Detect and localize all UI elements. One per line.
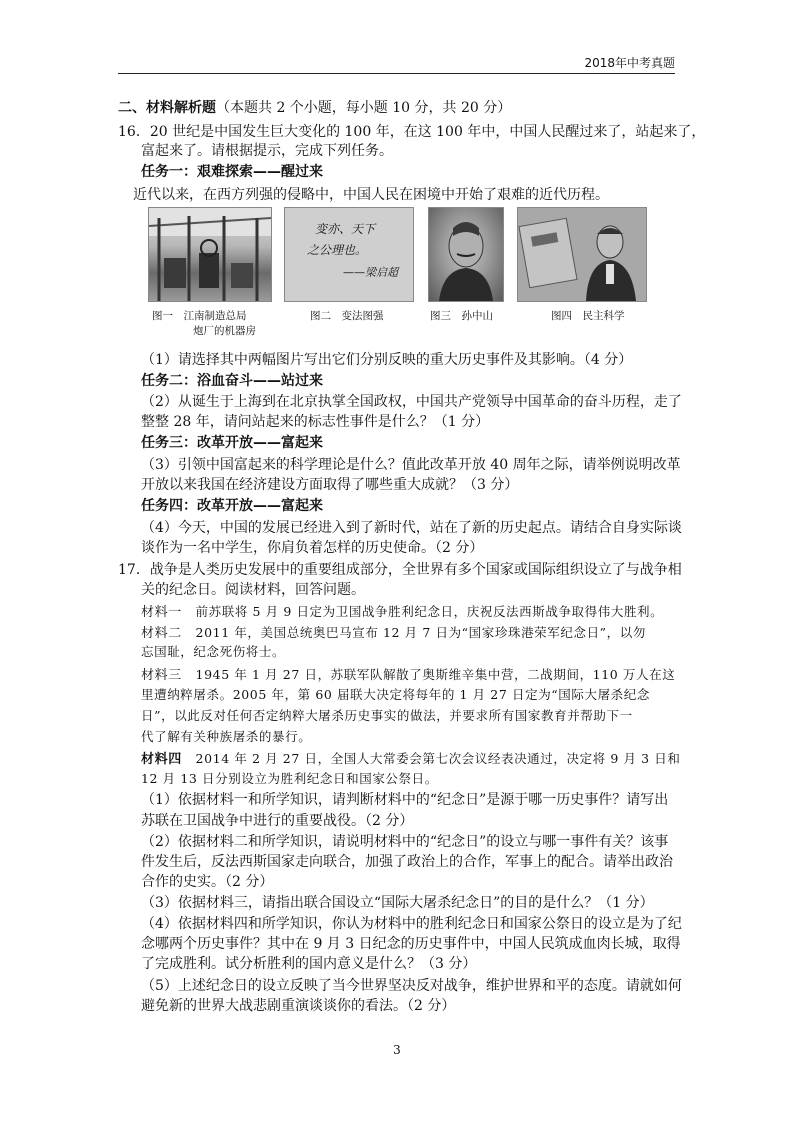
material-4-text-line2: 12 月 13 日分别设立为胜利纪念日和国家公祭日。 xyxy=(141,771,438,786)
section-heading-title: 二、材料解析题 xyxy=(118,100,216,116)
q16-line1: 16．20 世纪是中国发生巨大变化的 100 年，在这 100 年中，中国人民醒过来了，站起来了， xyxy=(118,124,706,140)
q16-line2: 富起来了。请根据提示，完成下列任务。 xyxy=(141,143,393,159)
figure-3-sun-yat-sen-portrait xyxy=(428,207,504,302)
q17-line1: 17．战争是人类历史发展中的重要组成部分，全世界有多个国家或国际组织设立了与战争相 xyxy=(118,562,682,578)
material-1-label: 材料一 xyxy=(141,605,182,620)
figure-2-reform-text-image xyxy=(284,207,414,302)
q16-task2-title: 任务二：浴血奋斗——站过来 xyxy=(141,373,323,389)
q17-sub2-line1: （2）依据材料二和所学知识，请说明材料中的“纪念日”的设立与哪一事件有关？该事 xyxy=(141,834,669,850)
q17-material-2-line1 xyxy=(141,622,646,641)
q16-sub3-line2: 开放以来我国在经济建设方面取得了哪些重大成就？（3 分） xyxy=(141,477,519,493)
q16-sub2-line2: 整整 28 年，请问站起来的标志性事件是什么？（1 分） xyxy=(141,414,490,430)
q16-sub2-line1: （2）从诞生于上海到在北京执掌全国政权，中国共产党领导中国革命的奋斗历程，走了 xyxy=(141,394,682,410)
q16-task4-title: 任务四：改革开放——富起来 xyxy=(141,498,323,514)
figure-2-caption: 图二 变法图强 xyxy=(310,310,384,322)
q16-task3-title: 任务三：改革开放——富起来 xyxy=(141,435,323,451)
q16-sub3-line1: （3）引领中国富起来的科学理论是什么？值此改革开放 40 周年之际，请举例说明改革 xyxy=(141,457,681,473)
header-rule xyxy=(118,73,675,74)
section-heading-note: （本题共 2 个小题，每小题 10 分，共 20 分） xyxy=(216,100,512,116)
figure-2-inner-line2: 之公理也。 xyxy=(307,243,368,257)
q17-sub4-line2: 念哪两个历史事件？其中在 9 月 3 日纪念的历史事件中，中国人民筑成血肉长城，取得 xyxy=(141,936,681,952)
figure-2-inner-line1: 变亦、天下 xyxy=(315,222,376,236)
figure-1-machine-room-photo xyxy=(148,207,272,302)
material-3-text-line2: 里遭纳粹屠杀。2005 年，第 60 届联大决定将每年的 1 月 27 日定为“国际大屠杀纪念 xyxy=(141,687,650,702)
q16-intro: 近代以来，在西方列强的侵略中，中国人民在困境中开始了艰难的近代历程。 xyxy=(133,187,609,203)
q17-sub4-line3: 了完成胜利。试分析胜利的国内意义是什么？（3 分） xyxy=(141,956,477,972)
figure-4-caption: 图四 民主科学 xyxy=(551,310,625,322)
figure-4-democracy-science-image xyxy=(517,207,647,302)
material-2-text-line1: 2011 年，美国总统奥巴马宣布 12 月 7 日为“国家珍珠港荣军纪念日”，以勿 xyxy=(195,625,646,640)
portrait-illustration xyxy=(429,208,503,301)
q17-material-3-line1 xyxy=(141,664,675,683)
q17-material-4-line1 xyxy=(141,748,680,767)
figure-3-caption: 图三 孙中山 xyxy=(430,310,493,322)
q17-material-1 xyxy=(141,601,663,620)
material-1-text: 前苏联将 5 月 9 日定为卫国战争胜利纪念日，庆祝反法西斯战争取得伟大胜利。 xyxy=(195,604,664,619)
figure-1-caption-line1: 图一 江南制造总局 xyxy=(152,310,247,322)
q16-sub1: （1）请选择其中两幅图片写出它们分别反映的重大历史事件及其影响。（4 分） xyxy=(141,352,633,368)
q17-sub5-line2: 避免新的世界大战悲剧重演谈谈你的看法。（2 分） xyxy=(141,998,456,1014)
material-3-label: 材料三 xyxy=(141,668,182,683)
figure-1-caption-line2: 炮厂的机器房 xyxy=(193,325,256,337)
q17-sub1-line1: （1）依据材料一和所学知识，请判断材料中的“纪念日”是源于哪一历史事件？请写出 xyxy=(141,792,669,808)
q17-sub2-line3: 合作的史实。（2 分） xyxy=(141,874,274,890)
q17-sub2-line2: 件发生后，反法西斯国家走向联合，加强了政治上的合作，军事上的配合。请举出政治 xyxy=(141,854,673,870)
magazine-portrait-illustration xyxy=(518,208,646,301)
q17-sub1-line2: 苏联在卫国战争中进行的重要战役。（2 分） xyxy=(141,813,414,829)
machine-room-illustration xyxy=(149,208,271,301)
q16-sub4-line2: 谈作为一名中学生，你肩负着怎样的历史使命。（2 分） xyxy=(141,540,484,556)
material-2-text-line2: 忘国耻，纪念死伤将士。 xyxy=(141,644,286,659)
q17-sub3-line1: （3）依据材料三，请指出联合国设立“国际大屠杀纪念日”的目的是什么？（1 分） xyxy=(141,895,654,911)
q17-sub4-line1: （4）依据材料四和所学知识，你认为材料中的胜利纪念日和国家公祭日的设立是为了纪 xyxy=(141,916,682,932)
page-number: 3 xyxy=(393,1043,401,1057)
q17-sub5-line1: （5）上述纪念日的设立反映了当今世界坚决反对战争，维护世界和平的态度。请就如何 xyxy=(141,978,682,994)
page-header-title: 2018年中考真题 xyxy=(584,56,675,70)
material-4-text-line1: 2014 年 2 月 27 日，全国人大常委会第七次会议经表决通过，决定将 9 月 3 日和 xyxy=(195,751,681,766)
q16-task1-title: 任务一：艰难探索——醒过来 xyxy=(141,164,323,180)
material-4-label: 材料四 xyxy=(141,752,182,767)
material-2-label: 材料二 xyxy=(141,626,182,641)
material-3-text-line4: 代了解有关种族屠杀的暴行。 xyxy=(141,729,312,744)
figure-2-inner-line3: ——梁启超 xyxy=(343,266,398,279)
material-3-text-line1: 1945 年 1 月 27 日，苏联军队解散了奥斯维辛集中营，二战期间，110 万人在这 xyxy=(195,667,676,682)
q16-sub4-line1: （4）今天，中国的发展已经进入到了新时代，站在了新的历史起点。请结合自身实际谈 xyxy=(141,520,682,536)
material-3-text-line3: 日”，以此反对任何否定纳粹大屠杀历史事实的做法，并要求所有国家教育并帮助下一 xyxy=(141,708,633,723)
section-heading xyxy=(118,97,511,117)
q17-line2: 关的纪念日。阅读材料，回答问题。 xyxy=(141,582,365,598)
